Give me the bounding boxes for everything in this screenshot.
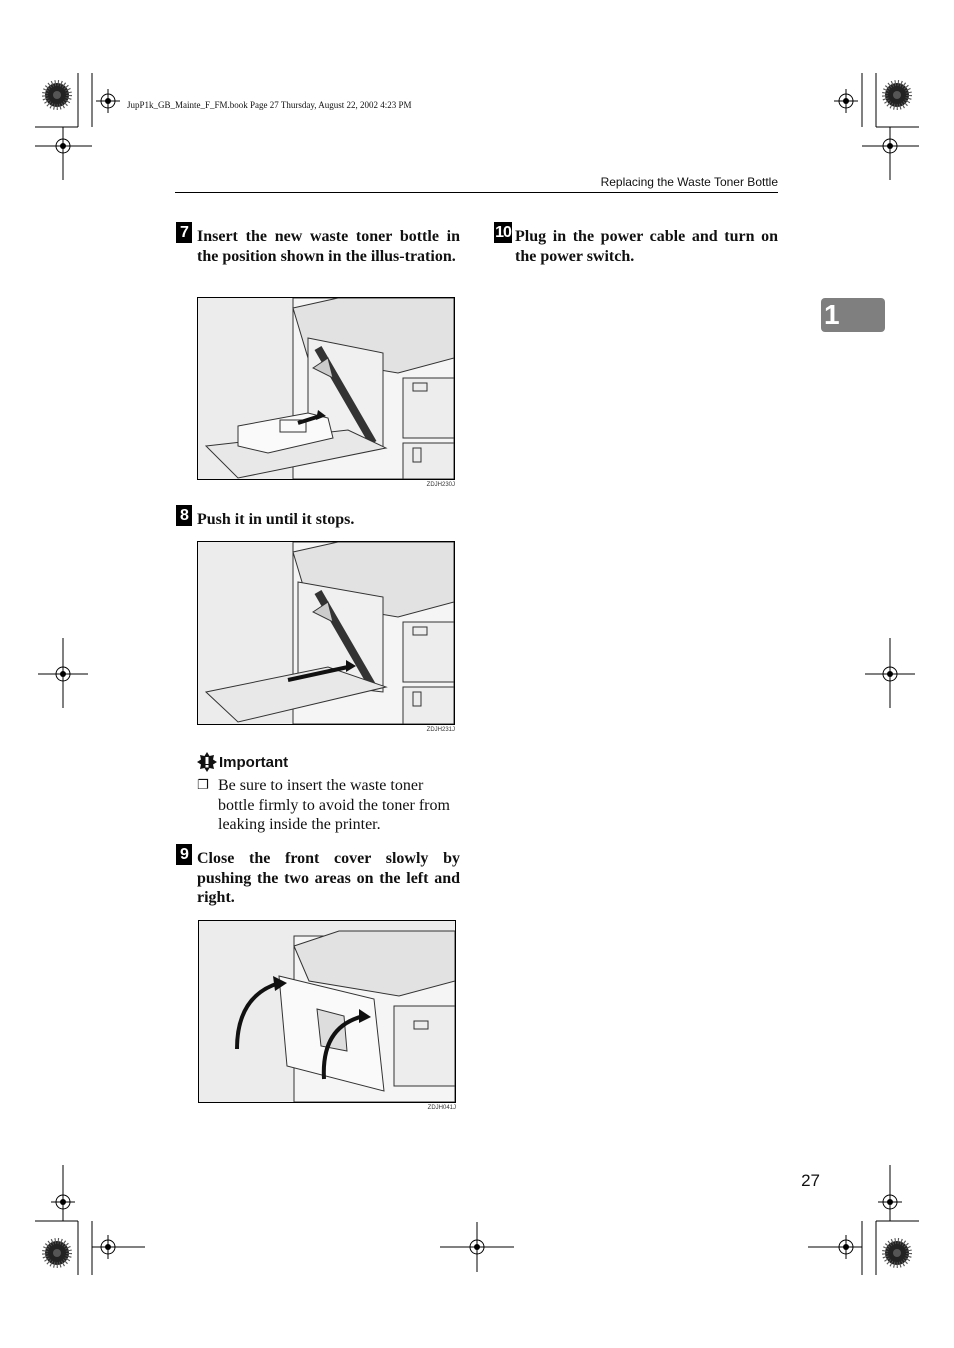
file-info: JupP1k_GB_Mainte_F_FM.book Page 27 Thursday, August 22, 2002 4:23 PM [127,100,412,110]
important-label: Important [219,753,289,771]
important-heading [197,752,288,772]
step-number-10: 10 [495,224,511,241]
page-number: 27 [801,1171,820,1190]
printer-illustration [198,542,454,724]
step-number-8: 8 [176,505,192,526]
chapter-tab: 1 [821,298,885,332]
important-item [197,776,460,835]
header-rule [175,192,778,193]
step-text-9: Close the front cover slowly by pushing the two areas on the left and right. [197,850,460,906]
step-number-7: 7 [176,222,192,243]
figure-code-7: ZDJH230J [426,482,455,488]
important-icon [197,752,217,772]
important-item-text: Be sure to insert the waste toner bottle firmly to avoid the toner from leaking inside the printer. [218,777,450,833]
figure-code-8: ZDJH231J [426,727,455,733]
figure-insert-bottle [197,297,455,480]
figure-close-cover [198,920,456,1103]
arrow-icon [237,983,279,1049]
printer-illustration [198,298,454,479]
step-text-7: Insert the new waste toner bottle in the position shown in the illus-tration. [197,228,460,265]
step-number-9: 9 [176,844,192,865]
figure-code-9: ZDJH041J [427,1105,456,1111]
figure-push-bottle [197,541,455,725]
checkbox-icon: ❐ [197,778,209,793]
printer-illustration [199,921,455,1102]
running-title: Replacing the Waste Toner Bottle [600,175,778,189]
step-text-10: Plug in the power cable and turn on the power switch. [515,228,778,265]
step-text-8: Push it in until it stops. [197,511,355,528]
